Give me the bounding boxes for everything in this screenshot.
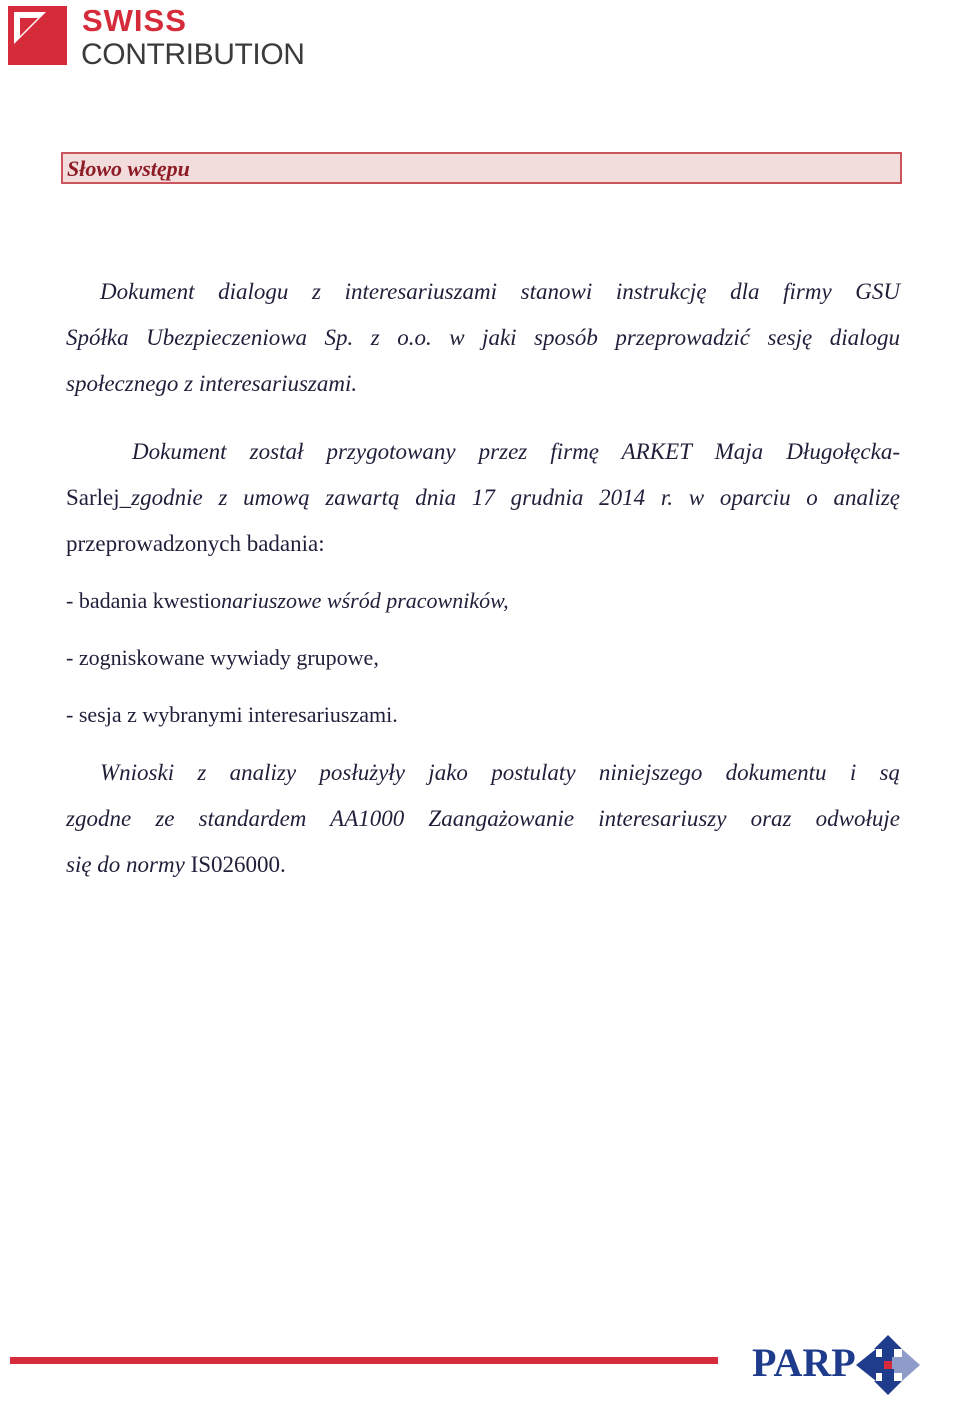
swiss-contribution-logo <box>8 3 328 71</box>
intro-line-1: Dokument dialogu z interesariuszami stanowi instrukcję dla firmy GSU <box>100 279 900 304</box>
conclusions-line-2: zgodne ze standardem AA1000 Zaangażowanie interesariuszy oraz odwołuje <box>66 806 900 831</box>
section-heading-box <box>61 152 902 184</box>
conclusions-line-3 <box>66 842 900 888</box>
intro-line-3: społecznego z interesariuszami. <box>66 371 358 396</box>
parp-logo <box>752 1335 922 1395</box>
list-item-1-end: nariuszowe wśród pracowników, <box>221 588 509 613</box>
preparation-line-2-rest: zgodnie z umową zawartą dnia 17 grudnia 2014 r. w oparciu o analizę <box>131 485 900 510</box>
preparation-line-1: Dokument został przygotowany przez firmę ARKET Maja Długołęcka- <box>132 439 900 464</box>
conclusions-line-1: Wnioski z analizy posłużyły jako postulaty niniejszego dokumentu i są <box>100 760 900 785</box>
conclusions-paragraph <box>66 750 900 888</box>
preparation-line-2-name: Sarlej_ <box>66 485 132 510</box>
intro-line-2: Spółka Ubezpieczeniowa Sp. z o.o. w jaki sposób przeprowadzić sesję dialogu <box>66 325 900 350</box>
logo-text-contribution: CONTRIBUTION <box>81 38 305 71</box>
parp-logo-text: PARP <box>752 1340 856 1385</box>
list-item: - zogniskowane wywiady grupowe, <box>66 645 379 670</box>
preparation-line-2 <box>66 475 900 521</box>
list-item: - sesja z wybranymi interesariuszami. <box>66 702 398 727</box>
footer-divider <box>10 1357 718 1364</box>
intro-paragraph <box>66 269 900 407</box>
swiss-contribution-flag-icon <box>8 6 67 65</box>
logo-text-swiss: SWISS <box>82 3 187 38</box>
preparation-paragraph <box>66 429 900 567</box>
list-item-1-start: - badania kwestio <box>66 588 222 613</box>
section-title: Słowo wstępu <box>67 156 190 181</box>
list-item <box>66 572 900 629</box>
parp-arrows-icon <box>856 1335 920 1395</box>
conclusions-line-3-start: się do normy <box>66 852 191 877</box>
research-list <box>66 572 900 743</box>
preparation-line-3: przeprowadzonych badania: <box>66 531 325 556</box>
norm-reference: IS026000. <box>190 852 286 877</box>
